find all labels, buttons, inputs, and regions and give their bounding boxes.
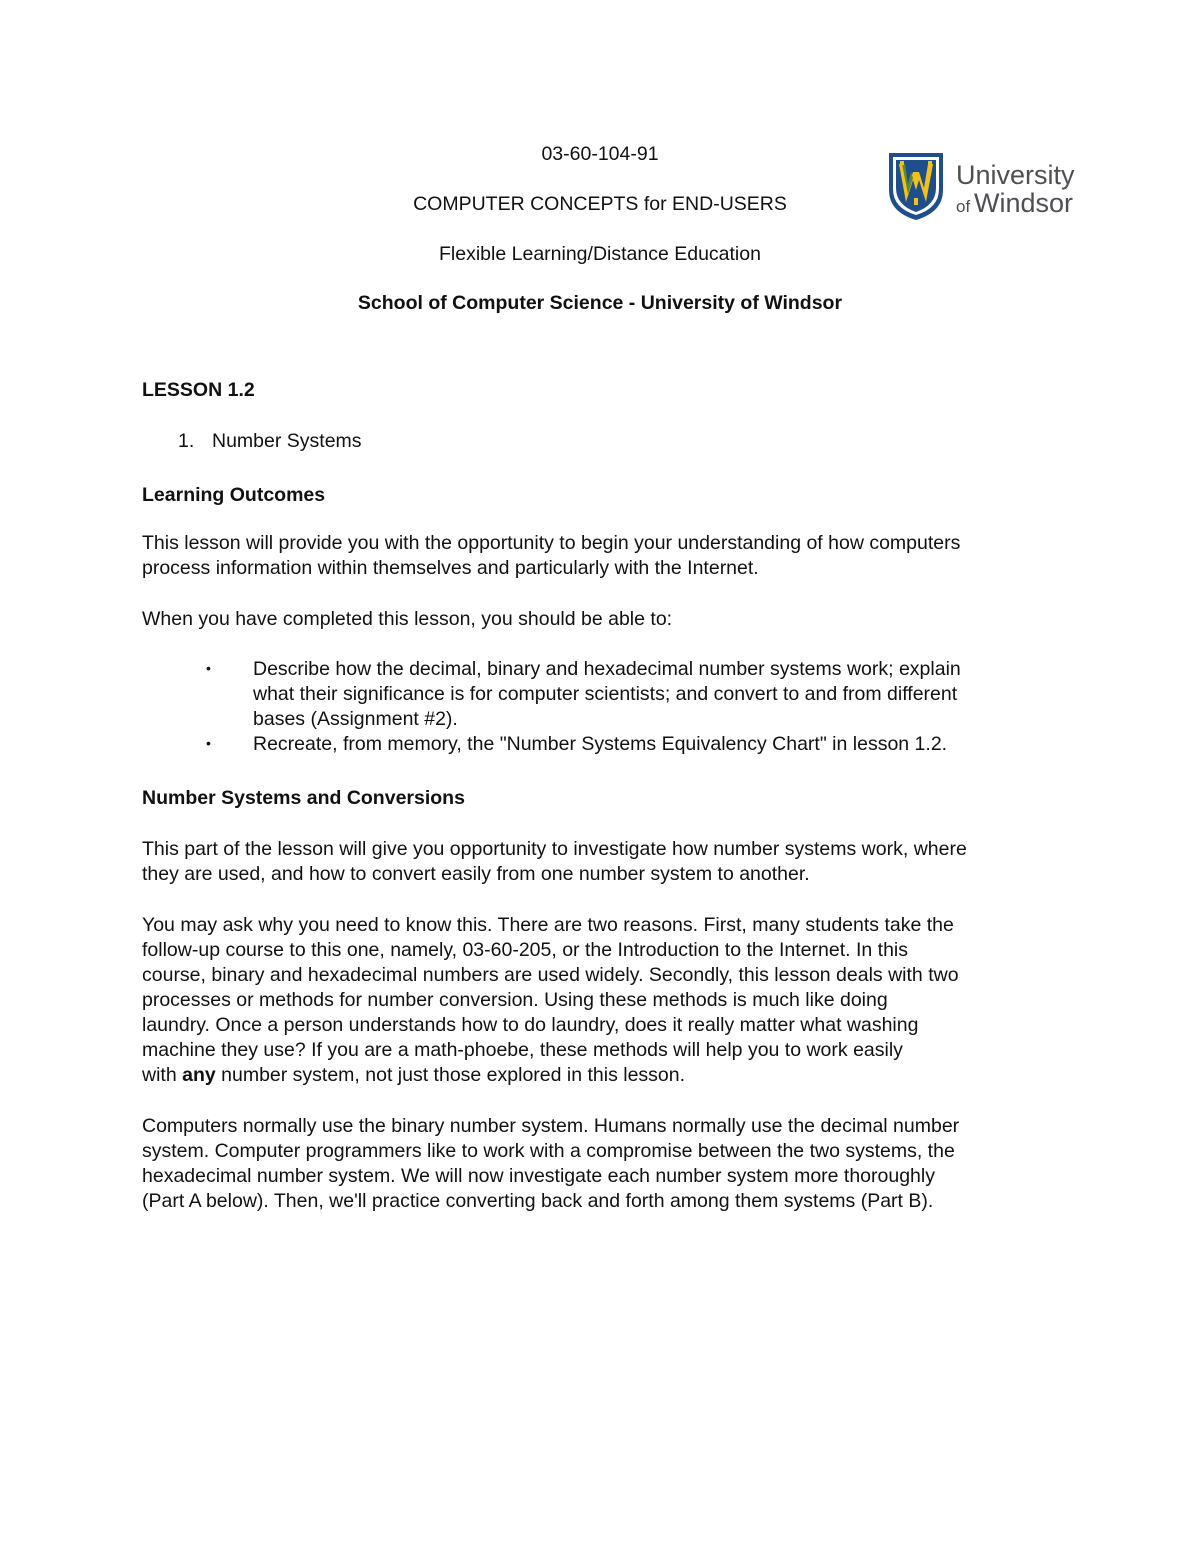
logo-of-text: of: [956, 197, 971, 216]
lesson-item-text: Number Systems: [212, 430, 362, 452]
bullet-icon: •: [206, 735, 211, 751]
school-name: School of Computer Science - University of Windsor: [357, 292, 843, 314]
university-crest-icon: [886, 150, 1081, 222]
conversions-paragraph-2: You may ask why you need to know this. There are two reasons. First, many students take the follow-up course to this one, namely, 03-60-205, or the Introduction to the Internet. In this course, binary and hexadecimal numbers are used widely. Secondly, this lesson deals with two processes or methods for number conversion. Using these methods is much like doing laundry. Once a person understands how to do laundry, does it really matter what washing machine they use? If you are a math-phoebe, these methods will help you to work easily with any number system, not just those explored in this lesson.: [142, 914, 959, 1086]
emphasis-any: any: [182, 1064, 216, 1086]
lesson-item-number: 1.: [178, 430, 195, 452]
delivery-mode: Flexible Learning/Distance Education: [439, 243, 761, 265]
outcome-bullet-1: Describe how the decimal, binary and hexadecimal number systems work; explain what their significance is for computer scientists; and convert to and from different bases (Assignment #2).: [253, 658, 961, 730]
university-logo: [886, 150, 1081, 222]
lesson-heading: LESSON 1.2: [142, 379, 255, 401]
bullet-icon: •: [206, 660, 211, 676]
conversions-paragraph-3: Computers normally use the binary number system. Humans normally use the decimal number system. Computer programmers like to work with a compromise between the two systems, the hexadecimal number system. We will now investigate each number system more thoroughly (Part A below). Then, we'll practice converting back and forth among them systems (Part B).: [142, 1115, 960, 1212]
learning-outcomes-heading: Learning Outcomes: [142, 484, 326, 506]
conversions-paragraph-1: This part of the lesson will give you opportunity to investigate how number systems work, where they are used, and how to convert easily from one number system to another.: [142, 838, 967, 885]
outcome-bullet-2: Recreate, from memory, the "Number Systems Equivalency Chart" in lesson 1.2.: [253, 733, 948, 755]
course-code: 03-60-104-91: [541, 143, 659, 165]
conversions-heading: Number Systems and Conversions: [142, 787, 465, 809]
outcomes-lead-text: When you have completed this lesson, you should be able to:: [142, 608, 673, 630]
course-title: COMPUTER CONCEPTS for END-USERS: [413, 193, 787, 215]
outcomes-intro-paragraph: This lesson will provide you with the opportunity to begin your understanding of how computers process information within themselves and particularly with the Internet.: [142, 532, 961, 579]
logo-university-text: University: [956, 160, 1075, 190]
logo-windsor-text: Windsor: [974, 188, 1074, 218]
